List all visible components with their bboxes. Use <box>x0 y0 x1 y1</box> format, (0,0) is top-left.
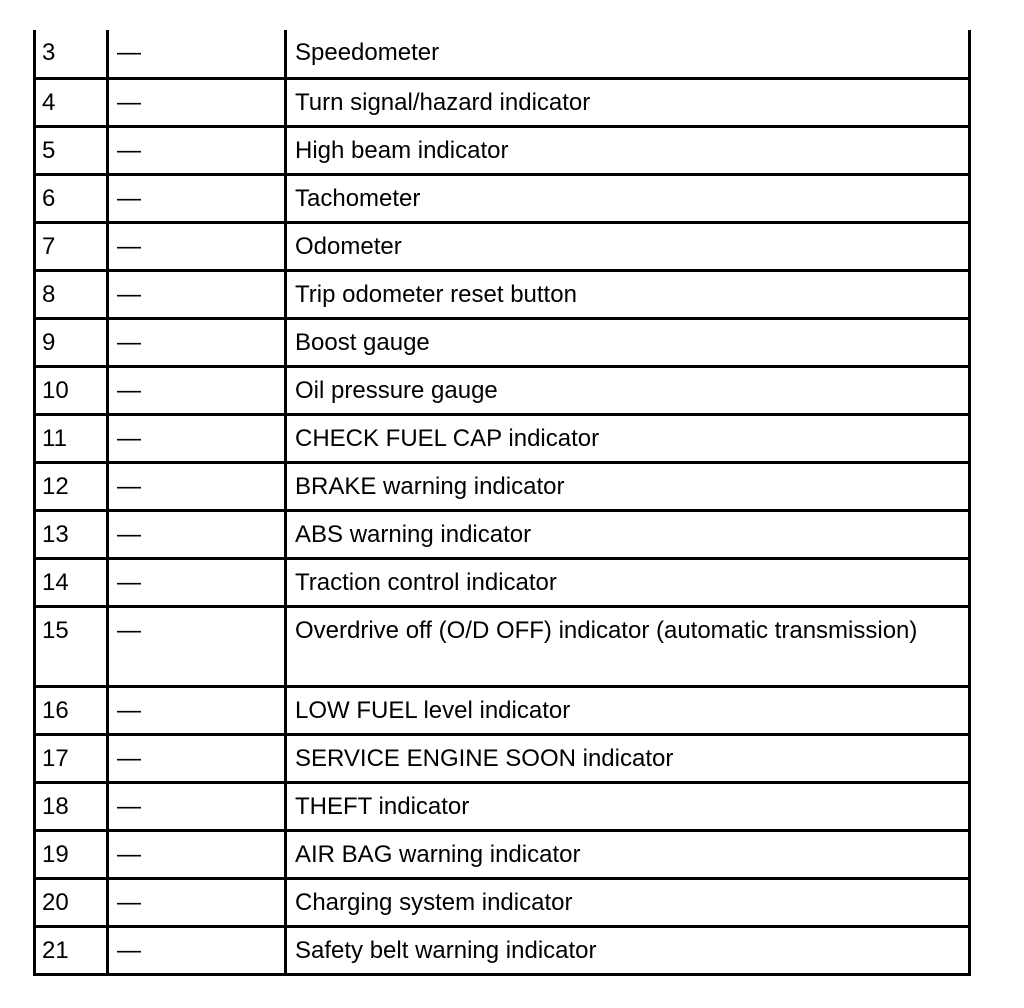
row-description: Tachometer <box>286 174 970 222</box>
row-description: Overdrive off (O/D OFF) indicator (automatic transmission) <box>286 606 970 686</box>
row-number: 17 <box>35 734 108 782</box>
row-description: Oil pressure gauge <box>286 366 970 414</box>
row-dash: — <box>108 414 286 462</box>
table-row <box>35 318 970 366</box>
row-number: 11 <box>35 414 108 462</box>
row-number: 15 <box>35 606 108 686</box>
row-description: Trip odometer reset button <box>286 270 970 318</box>
row-description: AIR BAG warning indicator <box>286 830 970 878</box>
table-row <box>35 606 970 686</box>
row-description: Turn signal/hazard indicator <box>286 78 970 126</box>
row-dash: — <box>108 366 286 414</box>
table-row <box>35 926 970 974</box>
row-description: Traction control indicator <box>286 558 970 606</box>
table-row <box>35 878 970 926</box>
table-row <box>35 510 970 558</box>
row-number: 9 <box>35 318 108 366</box>
row-dash: — <box>108 926 286 974</box>
table-row <box>35 462 970 510</box>
row-number: 13 <box>35 510 108 558</box>
row-dash: — <box>108 558 286 606</box>
row-number: 5 <box>35 126 108 174</box>
table-row <box>35 558 970 606</box>
row-number: 3 <box>35 30 108 78</box>
row-description: High beam indicator <box>286 126 970 174</box>
row-dash: — <box>108 782 286 830</box>
row-number: 18 <box>35 782 108 830</box>
row-description: Safety belt warning indicator <box>286 926 970 974</box>
table-row <box>35 270 970 318</box>
row-dash: — <box>108 734 286 782</box>
row-description: SERVICE ENGINE SOON indicator <box>286 734 970 782</box>
row-dash: — <box>108 878 286 926</box>
row-dash: — <box>108 174 286 222</box>
row-number: 7 <box>35 222 108 270</box>
row-number: 21 <box>35 926 108 974</box>
table-row <box>35 78 970 126</box>
row-number: 19 <box>35 830 108 878</box>
row-number: 14 <box>35 558 108 606</box>
row-description: CHECK FUEL CAP indicator <box>286 414 970 462</box>
row-dash: — <box>108 462 286 510</box>
table-row <box>35 830 970 878</box>
row-dash: — <box>108 222 286 270</box>
row-description: THEFT indicator <box>286 782 970 830</box>
table-row <box>35 686 970 734</box>
table-row <box>35 414 970 462</box>
row-dash: — <box>108 270 286 318</box>
row-number: 20 <box>35 878 108 926</box>
table-row <box>35 174 970 222</box>
row-dash: — <box>108 510 286 558</box>
legend-table-body <box>35 30 970 974</box>
row-description: BRAKE warning indicator <box>286 462 970 510</box>
row-number: 10 <box>35 366 108 414</box>
row-description: Boost gauge <box>286 318 970 366</box>
table-row <box>35 222 970 270</box>
table-row <box>35 30 970 78</box>
row-description: Odometer <box>286 222 970 270</box>
row-description: ABS warning indicator <box>286 510 970 558</box>
row-dash: — <box>108 606 286 686</box>
row-description: Speedometer <box>286 30 970 78</box>
row-dash: — <box>108 318 286 366</box>
row-number: 6 <box>35 174 108 222</box>
table-row <box>35 782 970 830</box>
row-number: 4 <box>35 78 108 126</box>
row-description: LOW FUEL level indicator <box>286 686 970 734</box>
legend-table <box>33 30 971 976</box>
row-number: 12 <box>35 462 108 510</box>
row-dash: — <box>108 78 286 126</box>
table-row <box>35 734 970 782</box>
row-dash: — <box>108 126 286 174</box>
row-description: Charging system indicator <box>286 878 970 926</box>
row-number: 8 <box>35 270 108 318</box>
row-dash: — <box>108 30 286 78</box>
row-dash: — <box>108 686 286 734</box>
row-number: 16 <box>35 686 108 734</box>
row-dash: — <box>108 830 286 878</box>
table-row <box>35 366 970 414</box>
table-row <box>35 126 970 174</box>
